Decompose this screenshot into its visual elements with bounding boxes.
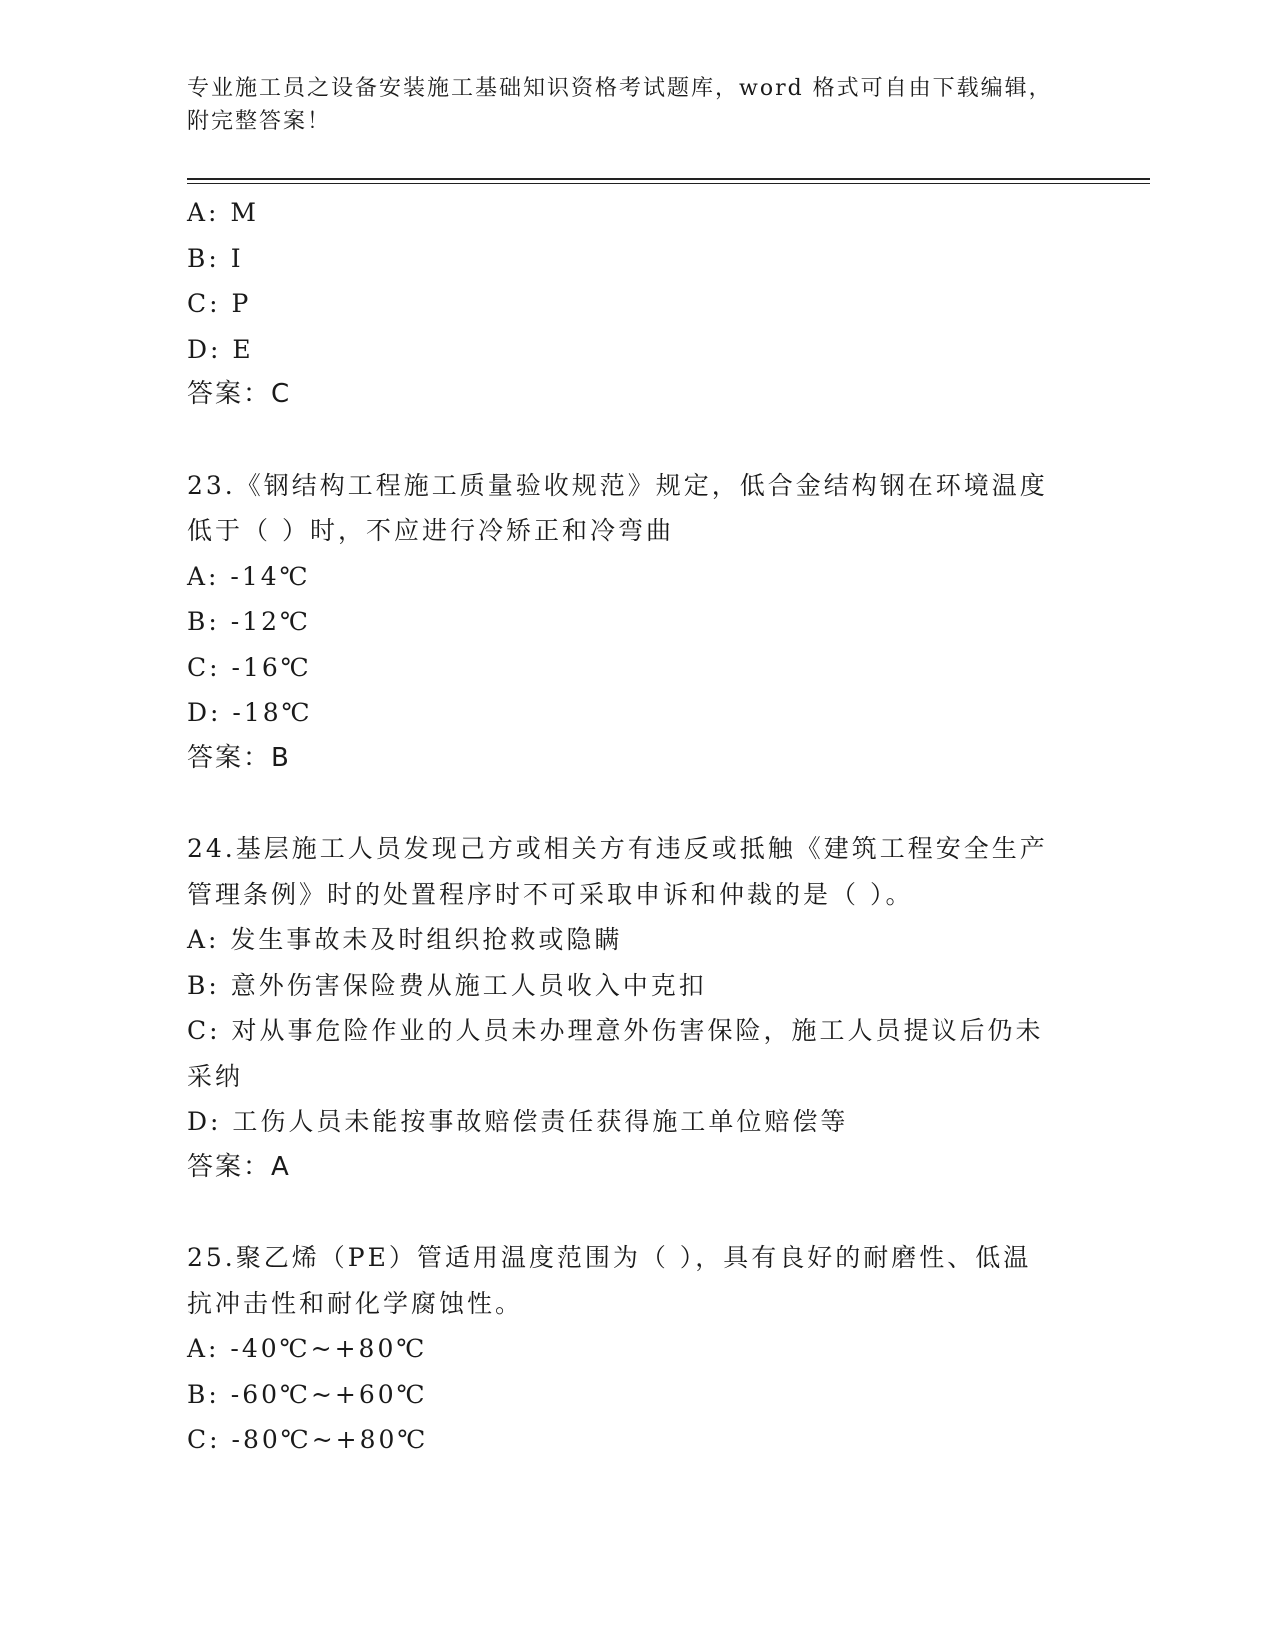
option-d: D: E	[187, 334, 254, 364]
option-b: B: -60℃~+60℃	[187, 1379, 428, 1409]
question-stem-line: 25.聚乙烯（PE）管适用温度范围为（ ），具有良好的耐磨性、低温	[187, 1243, 1032, 1272]
option-b: B: I	[187, 243, 244, 273]
option-c-continued: 采纳	[187, 1061, 244, 1091]
option-c: C: 对从事危险作业的人员未办理意外伤害保险，施工人员提议后仍未	[187, 1016, 1044, 1045]
option-b: B: -12℃	[187, 607, 311, 636]
question-stem-line: 低于（ ）时，不应进行冷矫正和冷弯曲	[187, 516, 674, 545]
question-23	[187, 463, 1087, 782]
question-stem-line: 24.基层施工人员发现己方或相关方有违反或抵触《建筑工程安全生产	[187, 834, 1048, 863]
question-stem-line: 管理条例》时的处置程序时不可采取申诉和仲裁的是（ ）。	[187, 879, 914, 909]
answer: 答案：C	[187, 379, 292, 409]
header-divider	[187, 178, 1150, 180]
option-a: A: -40℃~+80℃	[187, 1334, 428, 1363]
option-c: C: P	[187, 289, 252, 318]
answer: 答案：B	[187, 742, 291, 773]
header-line-2: 附完整答案！	[187, 109, 332, 134]
page-header	[187, 72, 1087, 138]
question-stem-line: 抗冲击性和耐化学腐蚀性。	[187, 1288, 524, 1318]
option-a: A: -14℃	[187, 561, 311, 591]
question-25	[187, 1235, 1087, 1463]
document-body	[187, 190, 1087, 1463]
option-d: D: 工伤人员未能按事故赔偿责任获得施工单位赔偿等	[187, 1107, 849, 1136]
option-c: C: -16℃	[187, 652, 312, 682]
question-stem-line: 23.《钢结构工程施工质量验收规范》规定，低合金结构钢在环境温度	[187, 470, 1048, 500]
option-b: B: 意外伤害保险费从施工人员收入中克扣	[187, 970, 707, 1000]
option-d: D: -18℃	[187, 698, 313, 727]
header-line-1: 专业施工员之设备安装施工基础知识资格考试题库，word 格式可自由下载编辑，	[187, 76, 1053, 101]
answer: 答案：A	[187, 1151, 291, 1182]
option-a: A: M	[187, 198, 260, 227]
question-22	[187, 190, 1087, 418]
option-c: C: -80℃~+80℃	[187, 1425, 429, 1454]
option-a: A: 发生事故未及时组织抢救或隐瞒	[187, 925, 623, 954]
header-divider-thin	[187, 183, 1150, 184]
question-24	[187, 826, 1087, 1190]
